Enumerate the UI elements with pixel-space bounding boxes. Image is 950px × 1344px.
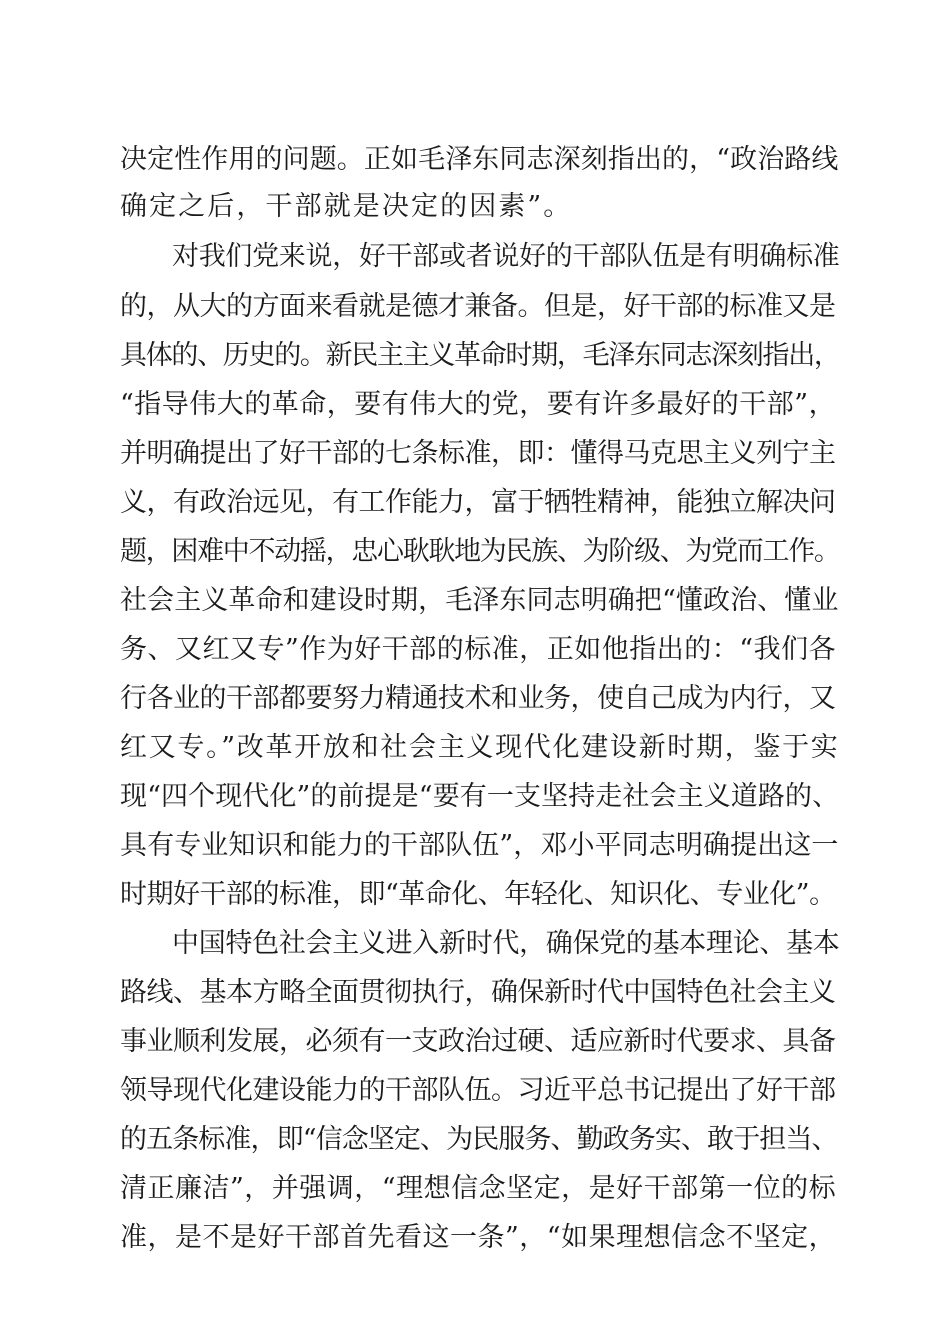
text-line: 具体的、历史的。新民主主义革命时期，毛泽东同志深刻指出， (120, 340, 840, 371)
text-line: “指导伟大的革命，要有伟大的党，要有许多最好的干部”， (120, 389, 837, 420)
text-line: 的，从大的方面来看就是德才兼备。但是，好干部的标准又是 (120, 291, 836, 322)
text-line: 清正廉洁”，并强调，“理想信念坚定，是好干部第一位的标 (120, 1173, 837, 1204)
text-line: 红又专。”改革开放和社会主义现代化建设新时期，鉴于实 (120, 732, 840, 763)
text-line: 题，困难中不动摇，忠心耿耿地为民族、为阶级、为党而工作。 (120, 536, 840, 567)
text-line: 社会主义革命和建设时期，毛泽东同志明确把“懂政治、懂业 (120, 585, 839, 616)
text-line: 确定之后，干部就是决定的因素”。 (120, 191, 573, 222)
paragraph-first-line: 对我们党来说，好干部或者说好的干部队伍是有明确标准 (172, 241, 840, 272)
paragraph-first-line: 中国特色社会主义进入新时代，确保党的基本理论、基本 (172, 928, 840, 959)
text-line: 现“四个现代化”的前提是“要有一支坚持走社会主义道路的、 (120, 781, 840, 812)
text-line: 务、又红又专”作为好干部的标准，正如他指出的：“我们各 (120, 634, 837, 665)
text-line: 事业顺利发展，必须有一支政治过硬、适应新时代要求、具备 (120, 1026, 836, 1057)
text-line: 时期好干部的标准，即“革命化、年轻化、知识化、专业化”。 (120, 879, 836, 910)
text-line: 具有专业知识和能力的干部队伍”，邓小平同志明确提出这一 (120, 830, 839, 861)
text-line: 路线、基本方略全面贯彻执行，确保新时代中国特色社会主义 (120, 977, 836, 1008)
text-line: 准，是不是好干部首先看这一条”，“如果理想信念不坚定， (120, 1222, 837, 1253)
text-line: 的五条标准，即“信念坚定、为民服务、勤政务实、敢于担当、 (120, 1124, 838, 1155)
text-line: 行各业的干部都要努力精通技术和业务，使自己成为内行，又 (120, 683, 836, 714)
text-line: 决定性作用的问题。正如毛泽东同志深刻指出的，“政治路线 (120, 144, 839, 175)
text-line: 义，有政治远见，有工作能力，富于牺牲精神，能独立解决问 (120, 487, 836, 518)
text-line: 领导现代化建设能力的干部队伍。习近平总书记提出了好干部 (120, 1075, 836, 1106)
text-line: 并明确提出了好干部的七条标准，即：懂得马克思主义列宁主 (120, 438, 836, 469)
